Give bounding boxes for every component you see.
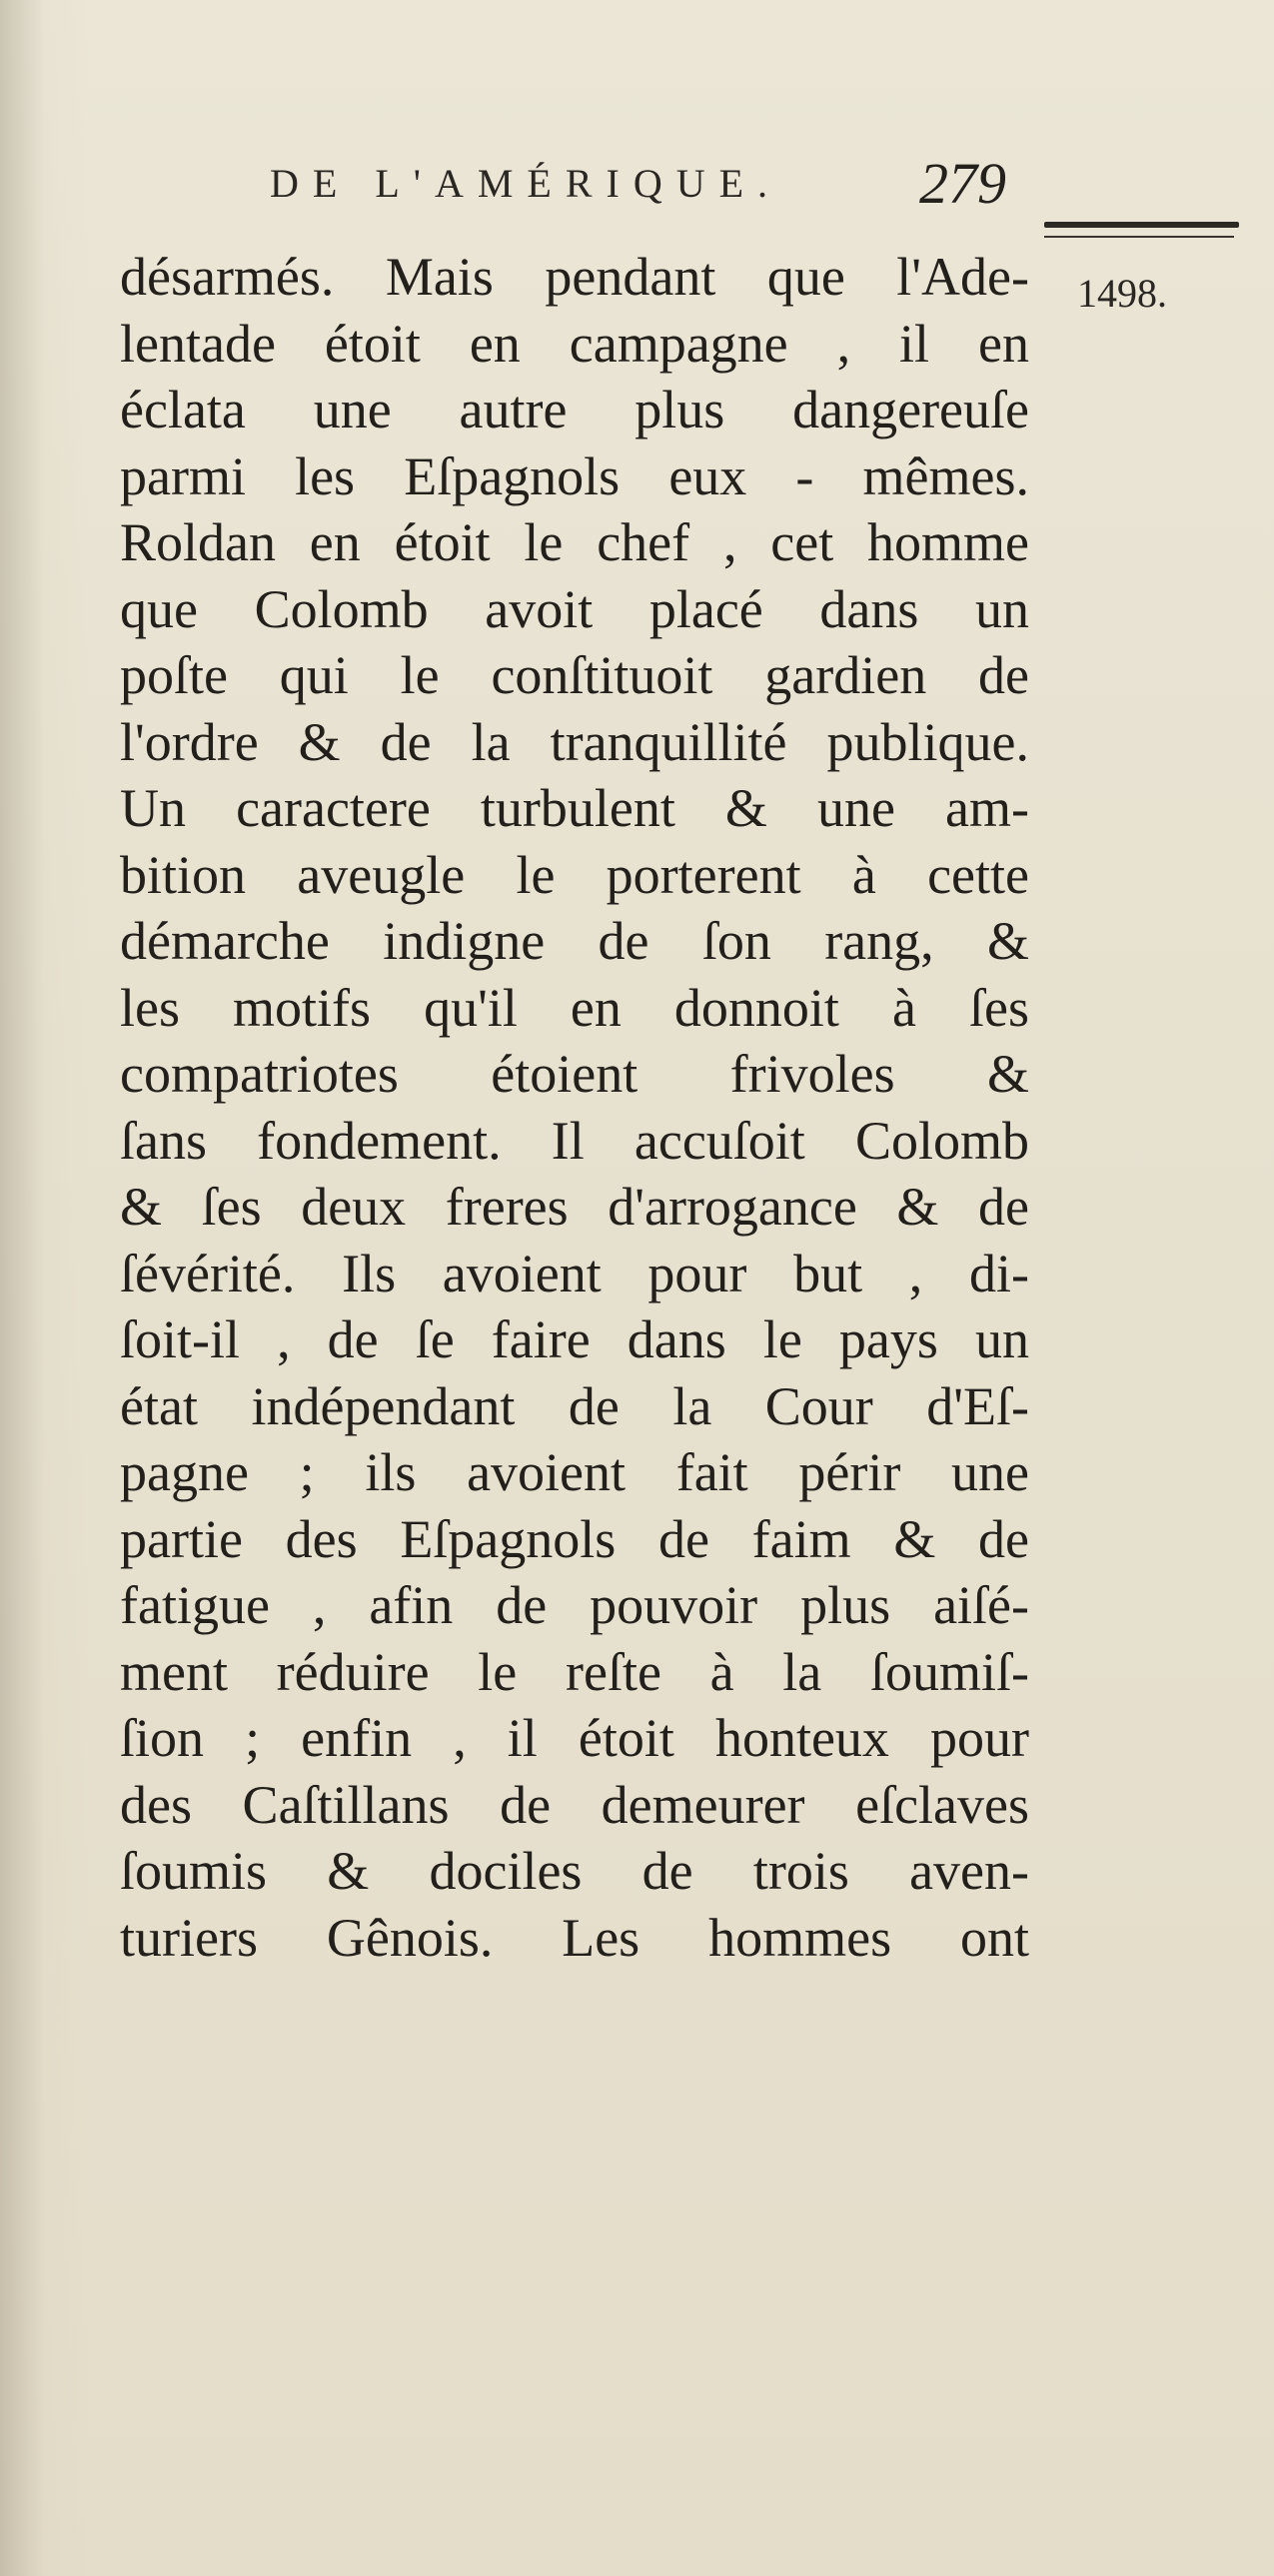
text-line: ſoumis & dociles de trois aven- — [120, 1841, 1029, 1901]
margin-note-year: 1498. — [1077, 271, 1167, 316]
text-line: éclata une autre plus dangereuſe — [120, 380, 1029, 439]
text-line: démarche indigne de ſon rang, & — [120, 911, 1029, 971]
text-line: parmi les Eſpagnols eux - mêmes. — [120, 445, 1029, 506]
text-line: fatigue , afin de pouvoir plus aiſé- — [120, 1575, 1029, 1635]
text-line: Roldan en étoit le chef , cet homme — [120, 512, 1029, 572]
margin-rule — [1044, 222, 1239, 228]
text-line: ſoit-il , de ſe faire dans le pays un — [120, 1309, 1029, 1369]
text-line: que Colomb avoit placé dans un — [120, 578, 1029, 639]
text-line: bition aveugle le porterent à cette — [120, 844, 1029, 905]
text-line: désarmés. Mais pendant que l'Ade- — [120, 247, 1029, 307]
margin-rule-thin — [1044, 236, 1234, 238]
text-line: & ſes deux freres d'arrogance & de — [120, 1177, 1029, 1237]
text-line: l'ordre & de la tranquillité publique. — [120, 711, 1029, 772]
page-number: 279 — [919, 151, 1006, 216]
text-line: compatriotes étoient frivoles & — [120, 1044, 1029, 1104]
text-line: poſte qui le conſtituoit gardien de — [120, 645, 1029, 705]
text-line: état indépendant de la Cour d'Eſ- — [120, 1375, 1029, 1436]
text-line: ment réduire le reſte à la ſoumiſ- — [120, 1641, 1029, 1702]
text-line: ſion ; enfin , il étoit honteux pour — [120, 1708, 1029, 1768]
text-line: pagne ; ils avoient fait périr une — [120, 1442, 1029, 1502]
running-title: DE L'AMÉRIQUE. — [270, 161, 782, 206]
text-line: les motifs qu'il en donnoit à ſes — [120, 977, 1029, 1038]
text-line: Un caractere turbulent & une am- — [120, 778, 1029, 838]
body-text — [120, 244, 1029, 1971]
text-line: lentade étoit en campagne , il en — [120, 313, 1029, 374]
text-line: partie des Eſpagnols de faim & de — [120, 1508, 1029, 1569]
text-line: des Caſtillans de demeurer eſclaves — [120, 1774, 1029, 1835]
text-line: turiers Gênois. Les hommes ont — [120, 1907, 1029, 1968]
text-line: ſans fondement. Il accuſoit Colomb — [120, 1110, 1029, 1171]
text-line: ſévérité. Ils avoient pour but , di- — [120, 1243, 1029, 1303]
